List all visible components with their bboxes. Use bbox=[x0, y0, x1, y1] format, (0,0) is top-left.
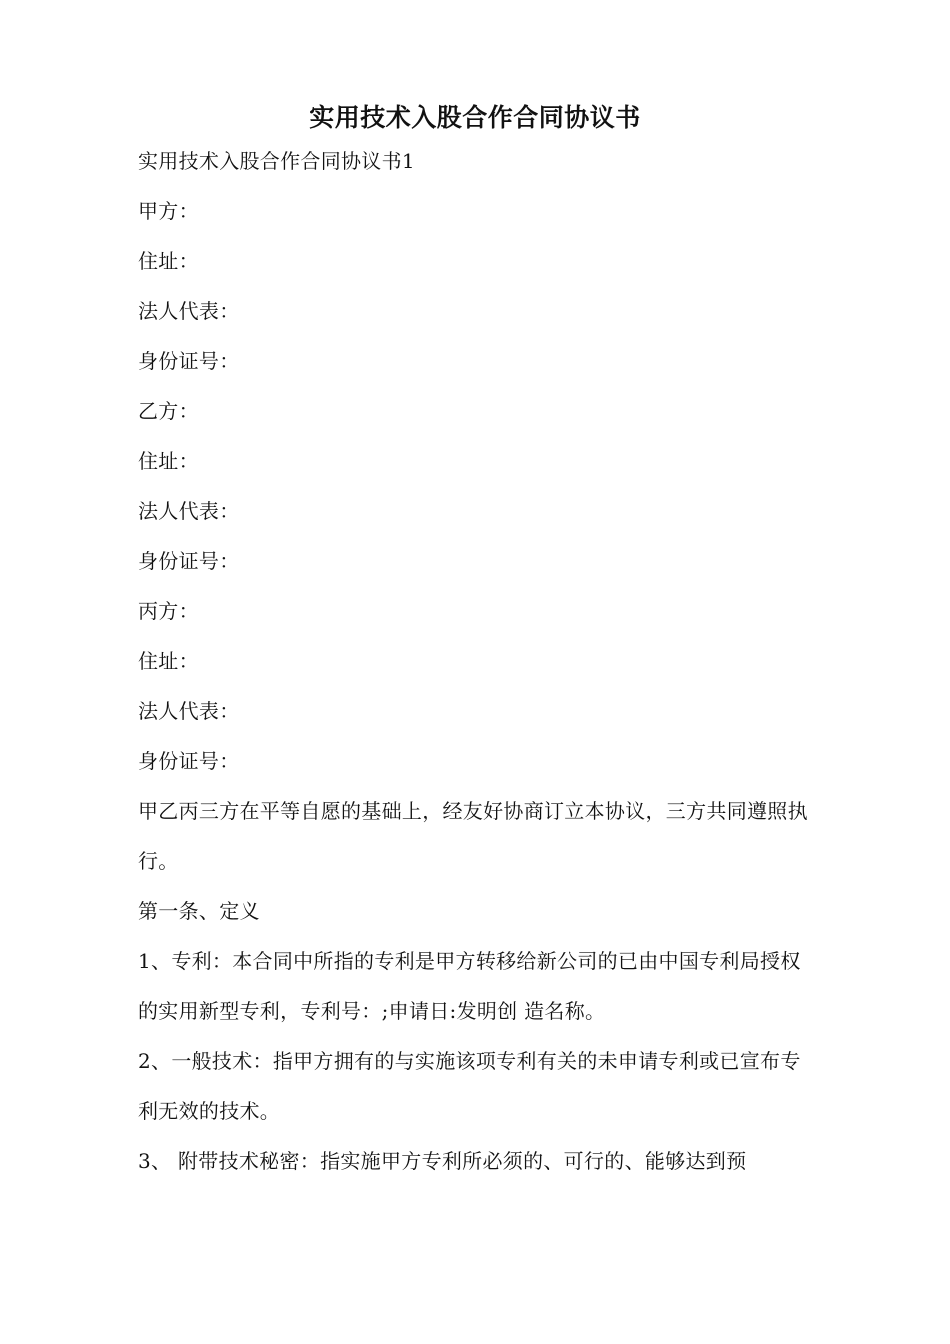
paragraph-definition-patent: 1、专利：本合同中所指的专利是甲方转移给新公司的已由中国专利局授权的实用新型专利，专利号：;申请日:发明创 造名称。 bbox=[138, 949, 801, 1023]
document-title: 实用技术入股合作合同协议书 bbox=[309, 103, 641, 132]
paragraph-party-c-legal-rep: 法人代表： bbox=[138, 699, 240, 723]
paragraph-preamble: 甲乙丙三方在平等自愿的基础上，经友好协商订立本协议，三方共同遵照执行。 bbox=[138, 799, 808, 873]
paragraph-subtitle: 实用技术入股合作合同协议书1 bbox=[138, 149, 415, 173]
paragraph-definition-general-tech: 2、一般技术：指甲方拥有的与实施该项专利有关的未申请专利或已宣布专利无效的技术。 bbox=[138, 1049, 801, 1123]
paragraph-party-c-id: 身份证号： bbox=[138, 749, 240, 773]
document-body bbox=[138, 146, 810, 1196]
paragraph-article-1-heading: 第一条、定义 bbox=[138, 899, 260, 923]
paragraph-definition-tech-secret: 3、 附带技术秘密：指实施甲方专利所必须的、可行的、能够达到预 bbox=[138, 1149, 747, 1173]
paragraph-party-a: 甲方： bbox=[138, 199, 199, 223]
paragraph-party-b-id: 身份证号： bbox=[138, 549, 240, 573]
paragraph-party-b-address: 住址： bbox=[138, 449, 199, 473]
paragraph-party-b: 乙方： bbox=[138, 399, 199, 423]
paragraph-party-b-legal-rep: 法人代表： bbox=[138, 499, 240, 523]
paragraph-party-a-legal-rep: 法人代表： bbox=[138, 299, 240, 323]
paragraph-party-c-address: 住址： bbox=[138, 649, 199, 673]
paragraph-party-c: 丙方： bbox=[138, 599, 199, 623]
paragraph-party-a-address: 住址： bbox=[138, 249, 199, 273]
paragraph-party-a-id: 身份证号： bbox=[138, 349, 240, 373]
